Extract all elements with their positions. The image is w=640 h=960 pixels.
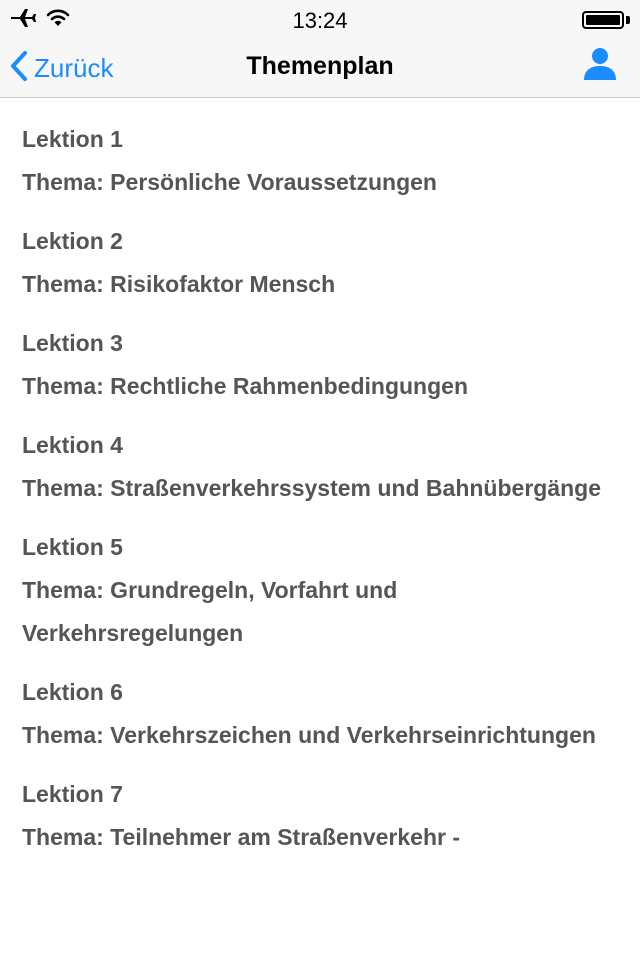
lesson-title: Lektion 4 (22, 432, 123, 458)
battery-icon (582, 11, 624, 29)
lesson-topic: Thema: Verkehrszeichen und Verkehrseinrichtungen (22, 722, 596, 748)
list-item[interactable] (0, 671, 640, 757)
list-item[interactable] (0, 220, 640, 306)
status-time: 13:24 (292, 8, 348, 33)
status-bar (0, 0, 640, 40)
list-item[interactable] (0, 118, 640, 204)
list-item[interactable] (0, 322, 640, 408)
back-label: Zurück (34, 52, 114, 83)
profile-button[interactable] (580, 46, 620, 86)
navigation-bar (0, 40, 640, 98)
status-icons-right (582, 10, 630, 30)
lesson-title: Lektion 6 (22, 679, 123, 705)
list-item[interactable] (0, 526, 640, 655)
lesson-topic: Thema: Teilnehmer am Straßenverkehr - (22, 824, 460, 850)
page-title: Themenplan (246, 52, 394, 80)
person-icon (582, 46, 618, 87)
battery-fill (586, 15, 620, 25)
lesson-title: Lektion 7 (22, 781, 123, 807)
lesson-title: Lektion 1 (22, 126, 123, 152)
list-item[interactable] (0, 424, 640, 510)
lesson-topic: Thema: Risikofaktor Mensch (22, 271, 336, 297)
lesson-title: Lektion 3 (22, 330, 123, 356)
lesson-topic: Thema: Grundregeln, Vorfahrt und Verkehrsregelungen (22, 577, 398, 646)
battery-tip (626, 16, 630, 24)
lesson-title: Lektion 2 (22, 228, 123, 254)
lesson-topic: Thema: Persönliche Voraussetzungen (22, 169, 437, 195)
lesson-topic: Thema: Rechtliche Rahmenbedingungen (22, 373, 468, 399)
lesson-title: Lektion 5 (22, 534, 123, 560)
lesson-list (0, 98, 640, 960)
list-item[interactable] (0, 773, 640, 859)
lesson-topic: Thema: Straßenverkehrssystem und Bahnübergänge (22, 475, 601, 501)
